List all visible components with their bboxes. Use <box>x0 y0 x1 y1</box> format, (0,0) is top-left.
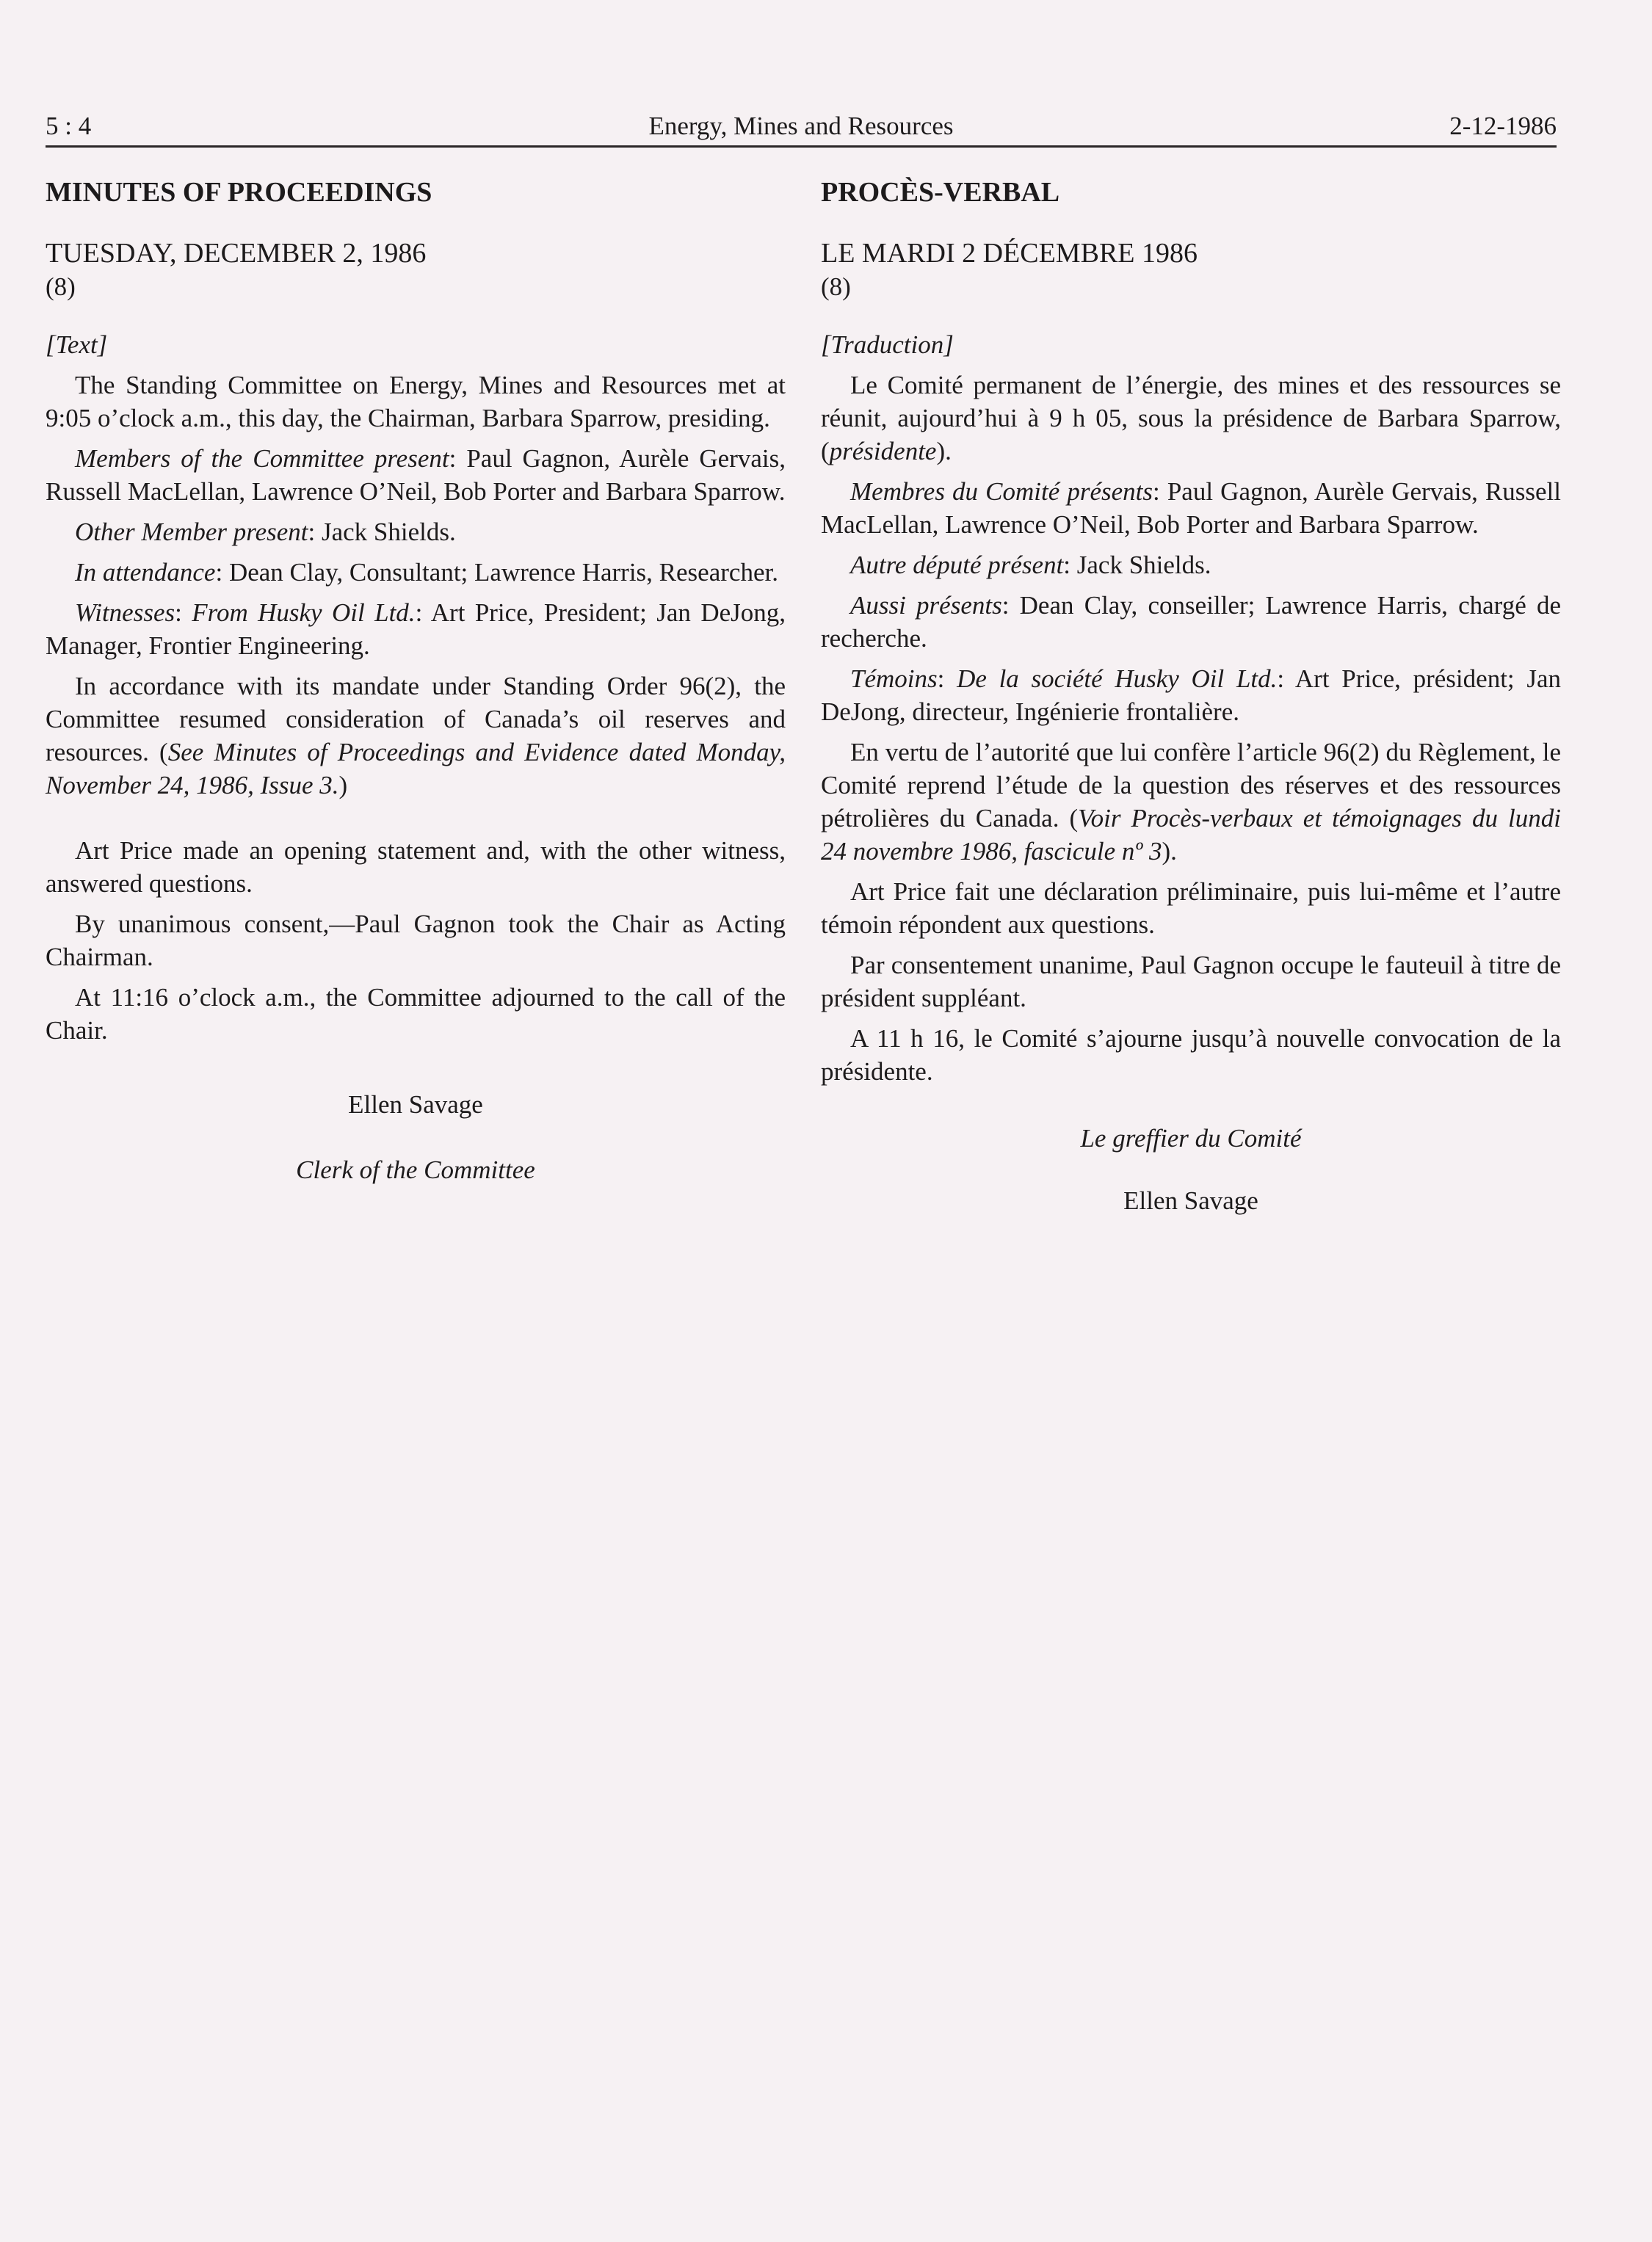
french-other-member-paragraph: Autre député présent: Jack Shields. <box>850 551 1211 579</box>
french-clerk-title: Le greffier du Comité <box>1080 1124 1302 1153</box>
french-clerk-name: Ellen Savage <box>1123 1186 1258 1215</box>
french-statement-paragraph: Art Price fait une déclaration préliminaire, puis lui-même et l’autre témoin répondent aux questions. <box>821 877 1561 939</box>
english-consent-paragraph: By unanimous consent,—Paul Gagnon took the Chair as Acting Chairman. <box>46 910 786 971</box>
french-column <box>821 176 1561 1217</box>
french-meeting-date: LE MARDI 2 DÉCEMBRE 1986 <box>821 238 1198 269</box>
english-text-label: [Text] <box>46 330 108 359</box>
french-opening-paragraph: Le Comité permanent de l’énergie, des mines et des ressources se réunit, aujourd’hui à 9 h 05, sous la présidence de Barbara Sparrow, (présidente). <box>821 371 1561 465</box>
english-members-paragraph: Members of the Committee present: Paul Gagnon, Aurèle Gervais, Russell MacLellan, Lawrence O’Neil, Bob Porter and Barbara Sparrow. <box>46 444 786 506</box>
french-translation-label: [Traduction] <box>821 330 954 359</box>
french-members-paragraph: Membres du Comité présents: Paul Gagnon, Aurèle Gervais, Russell MacLellan, Lawrence O’Neil, Bob Porter and Barbara Sparrow. <box>821 477 1561 539</box>
french-witnesses-paragraph: Témoins: De la société Husky Oil Ltd.: Art Price, président; Jan DeJong, directeur, Ingénierie frontalière. <box>821 664 1561 726</box>
french-consent-paragraph: Par consentement unanime, Paul Gagnon occupe le fauteuil à titre de président suppléant. <box>821 951 1561 1012</box>
french-meeting-number: (8) <box>821 272 851 301</box>
french-heading: PROCÈS-VERBAL <box>821 177 1060 208</box>
english-clerk-title: Clerk of the Committee <box>296 1156 535 1184</box>
english-mandate-paragraph: In accordance with its mandate under Standing Order 96(2), the Committee resumed consideration of Canada’s oil reserves and resources. (See Minutes of Proceedings and Evidence dated Monday, November 24, 1986, Issue 3.) <box>46 672 786 799</box>
running-title: Energy, Mines and Resources <box>648 112 954 140</box>
page-number: 5 : 4 <box>46 112 92 140</box>
french-mandate-paragraph: En vertu de l’autorité que lui confère l’article 96(2) du Règlement, le Comité reprend l’étude de la question des réserves et des ressources pétrolières du Canada. (Voir Procès-verbaux et témoignages du lundi 24 novembre 1986, fascicule nº 3). <box>821 738 1561 866</box>
page-header <box>46 101 1557 148</box>
english-meeting-number: (8) <box>46 272 76 301</box>
english-attendance-paragraph: In attendance: Dean Clay, Consultant; Lawrence Harris, Researcher. <box>75 558 778 587</box>
english-meeting-date: TUESDAY, DECEMBER 2, 1986 <box>46 238 427 269</box>
header-date: 2-12-1986 <box>1449 112 1557 140</box>
english-heading: MINUTES OF PROCEEDINGS <box>46 177 432 208</box>
english-witnesses-paragraph: Witnesses: From Husky Oil Ltd.: Art Price, President; Jan DeJong, Manager, Frontier Engineering. <box>46 598 786 660</box>
french-attendance-paragraph: Aussi présents: Dean Clay, conseiller; Lawrence Harris, chargé de recherche. <box>821 591 1561 653</box>
english-opening-paragraph: The Standing Committee on Energy, Mines and Resources met at 9:05 o’clock a.m., this day, the Chairman, Barbara Sparrow, presiding. <box>46 371 786 432</box>
english-adjourn-paragraph: At 11:16 o’clock a.m., the Committee adjourned to the call of the Chair. <box>46 983 786 1045</box>
english-statement-paragraph: Art Price made an opening statement and, with the other witness, answered questions. <box>46 836 786 898</box>
english-column <box>46 176 786 1186</box>
english-clerk-name: Ellen Savage <box>348 1090 483 1119</box>
english-other-member-paragraph: Other Member present: Jack Shields. <box>75 518 456 546</box>
french-adjourn-paragraph: A 11 h 16, le Comité s’ajourne jusqu’à nouvelle convocation de la présidente. <box>821 1024 1561 1086</box>
